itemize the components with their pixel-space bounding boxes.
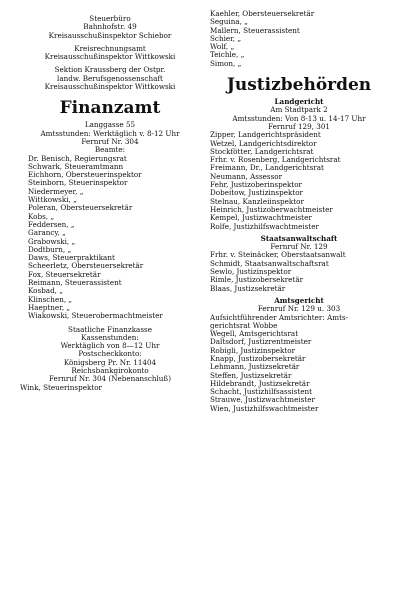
steuerbuero-person: Kreisausschußinspektor Schiebor [48, 30, 172, 40]
finanzamt-staff-list [20, 155, 200, 321]
staff-entry: Scheerletz, Obersteuersekretär [28, 261, 144, 271]
staff-entry: Schmidt, Staatsanwaltschaftsrat [210, 258, 329, 268]
staff-entry: Blaas, Justizsekretär [210, 283, 286, 293]
landgericht-address: Am Stadtpark 2 [270, 105, 328, 115]
staff-entry: Steinborn, Steuerinspektor [28, 178, 128, 188]
staff-entry: Klinschen, „ [28, 294, 73, 304]
staff-entry: Stockfötter, Landgerichtsrat [210, 146, 314, 156]
staff-entry: Kempel, Justizwachtmeister [210, 213, 312, 223]
staff-entry: Kosbad, „ [28, 286, 63, 296]
staff-entry: Daltsdorf, Justizrentmeister [210, 337, 312, 347]
staatsanwaltschaft-heading: Staatsanwaltschaft [260, 233, 338, 243]
sektion-block [20, 66, 200, 91]
finanzkasse-line: Kassenstunden: [81, 332, 139, 342]
staff-entry: Dobeitow, Justizinspektor [210, 188, 303, 198]
staff-entry: Wittkowski, „ [28, 195, 77, 205]
staff-entry: Freimann, Dr., Landgerichtsrat [210, 163, 324, 173]
finanzkasse-line: Königsberg Pr. Nr. 11404 [63, 357, 157, 367]
staff-entry: Wetzel, Landgerichtsdirektor [210, 138, 317, 148]
staff-entry: Poleran, Obersteuersekretär [28, 203, 133, 213]
staff-entry: Rimle, Justizobersekretär [210, 275, 304, 285]
staff-entry: Haeptner, „ [28, 302, 71, 312]
steuerbuero-block [20, 15, 200, 40]
amtsgericht-staff-list [210, 314, 388, 414]
finanzkasse-line: Wink, Steuerinspektor [20, 382, 102, 392]
right-top-list [210, 10, 388, 68]
steuerbuero-title: Steuerbüro [89, 14, 131, 23]
staff-entry: Schacht, Justizhilfsassistent [210, 387, 313, 397]
staff-entry: Schier, „ [210, 33, 242, 43]
staff-entry: Rolfe, Justizhilfswachtmeister [210, 221, 319, 231]
sektion-title-2: landw. Berufsgenossenschaft [57, 73, 163, 83]
staff-entry: Fox, Steuersekretär [28, 269, 101, 279]
staff-entry: Fehr, Justizoberinspektor [210, 180, 302, 190]
kreisrechnungsamt-title: Kreisrechnungsamt [74, 43, 146, 53]
sektion-title-1: Sektion Kraussberg der Ostpr. [54, 65, 166, 75]
staff-entry: Eichhorn, Obersteuerinspektor [28, 170, 142, 180]
staff-entry: Sewlo, Justizinspektor [210, 267, 292, 277]
finanzamt-hours: Amtsstunden: Werktäglich v. 8-12 Uhr [40, 128, 180, 138]
staff-entry: Heinrich, Justizoberwachtmeister [210, 204, 333, 214]
finanzamt-phone: Fernruf Nr. 304 [81, 136, 139, 146]
amtsgericht-phone: Fernruf Nr. 129 u. 303 [257, 304, 341, 314]
left-column [20, 10, 200, 392]
staff-entry: Teichle, „ [210, 50, 245, 60]
staff-entry: Wiakowski, Steuerobermachtmeister [28, 311, 163, 321]
staff-entry: Grabowski, „ [28, 236, 76, 246]
staff-entry: Lehmann, Justizsekretär [210, 362, 300, 372]
staff-entry: Steffen, Justizsekretär [210, 370, 292, 380]
staff-entry: Seguina, „ [210, 17, 248, 27]
finanzkasse-line: Postscheckkonto: [78, 349, 142, 359]
staff-entry: Frhr. v. Steinäcker, Oberstaatsanwalt [210, 250, 346, 260]
staff-entry: Stelnau, Kanzleiinspektor [210, 196, 304, 206]
landgericht-heading: Landgericht [274, 97, 324, 107]
kreisrechnungsamt-block [20, 45, 200, 62]
right-column [210, 10, 388, 413]
finanzkasse-line: Fernruf Nr. 304 (Nebenanschluß) [48, 374, 172, 384]
justiz-title: Justizbehörden [226, 75, 372, 96]
staff-entry: Mallern, Steuerassistent [210, 25, 300, 35]
steuerbuero-address: Bahnhofstr. 49 [83, 22, 137, 32]
staff-entry: Dodtburn, „ [28, 244, 72, 254]
staff-entry: gerichtsrat Wobbe [210, 320, 278, 330]
finanzkasse-line: Reichsbankgirokonto [71, 365, 149, 375]
staff-entry: Kobs, „ [28, 211, 55, 221]
staff-entry: Daws, Steuerpraktikant [28, 253, 115, 263]
staff-entry: Reimann, Steuerassistent [28, 278, 122, 288]
staff-entry: Wegell, Amtsgerichtsrat [210, 329, 299, 339]
finanzamt-staff-heading: Beamte: [94, 145, 126, 155]
staff-entry: Feddersen, „ [28, 219, 75, 229]
finanzkasse-line: Werktäglich von 8—12 Uhr [60, 341, 160, 351]
staatsanwaltschaft-staff-list [210, 251, 388, 292]
staff-entry: Simon, „ [210, 58, 242, 68]
staff-entry: Dr. Benisch, Regierungsrat [28, 153, 127, 163]
staatsanwaltschaft-phone: Fernruf Nr. 129 [270, 242, 328, 252]
staff-entry: Aufsichtführender Amtsrichter: Amts- [210, 312, 349, 322]
staff-entry: Niedermeyer, „ [28, 186, 84, 196]
finanzamt-address: Langgasse 55 [84, 120, 136, 130]
finanzkasse-line: Staatliche Finanzkasse [68, 324, 152, 334]
staff-entry: Robigli, Justizinspektor [210, 345, 296, 355]
staff-entry: Wolf, „ [210, 42, 235, 52]
staff-entry: Kaehler, Obersteuersekretär [210, 10, 315, 18]
finanzkasse-block [20, 326, 200, 392]
staff-entry: Wien, Justizhilfswachtmeister [210, 403, 319, 413]
finanzamt-title: Finanzamt [59, 98, 161, 119]
staff-entry: Strauwe, Justizwachtmeister [210, 395, 315, 405]
staff-entry: Frhr. v. Rosenberg, Landgerichtsrat [210, 155, 341, 165]
staff-entry: Neumann, Assessor [210, 171, 283, 181]
kreisrechnungsamt-person: Kreisausschußinspektor Wittkowski [44, 52, 176, 62]
staff-entry: Hildebrandt, Justizsekretär [210, 378, 310, 388]
staff-entry: Garancy, „ [28, 228, 66, 238]
landgericht-phone: Fernruf 129, 301 [268, 121, 330, 131]
staff-entry: Knapp, Justizobersekretär [210, 353, 306, 363]
landgericht-hours: Amtsstunden: Von 8-13 u. 14-17 Uhr [232, 113, 366, 123]
sektion-person: Kreisausschußinspektor Wittkowski [44, 82, 176, 92]
amtsgericht-heading: Amtsgericht [274, 295, 324, 305]
staff-entry: Zipper, Landgerichtspräsident [210, 130, 321, 140]
landgericht-staff-list [210, 131, 388, 231]
staff-entry: Schwark, Steueramtmann [28, 161, 124, 171]
